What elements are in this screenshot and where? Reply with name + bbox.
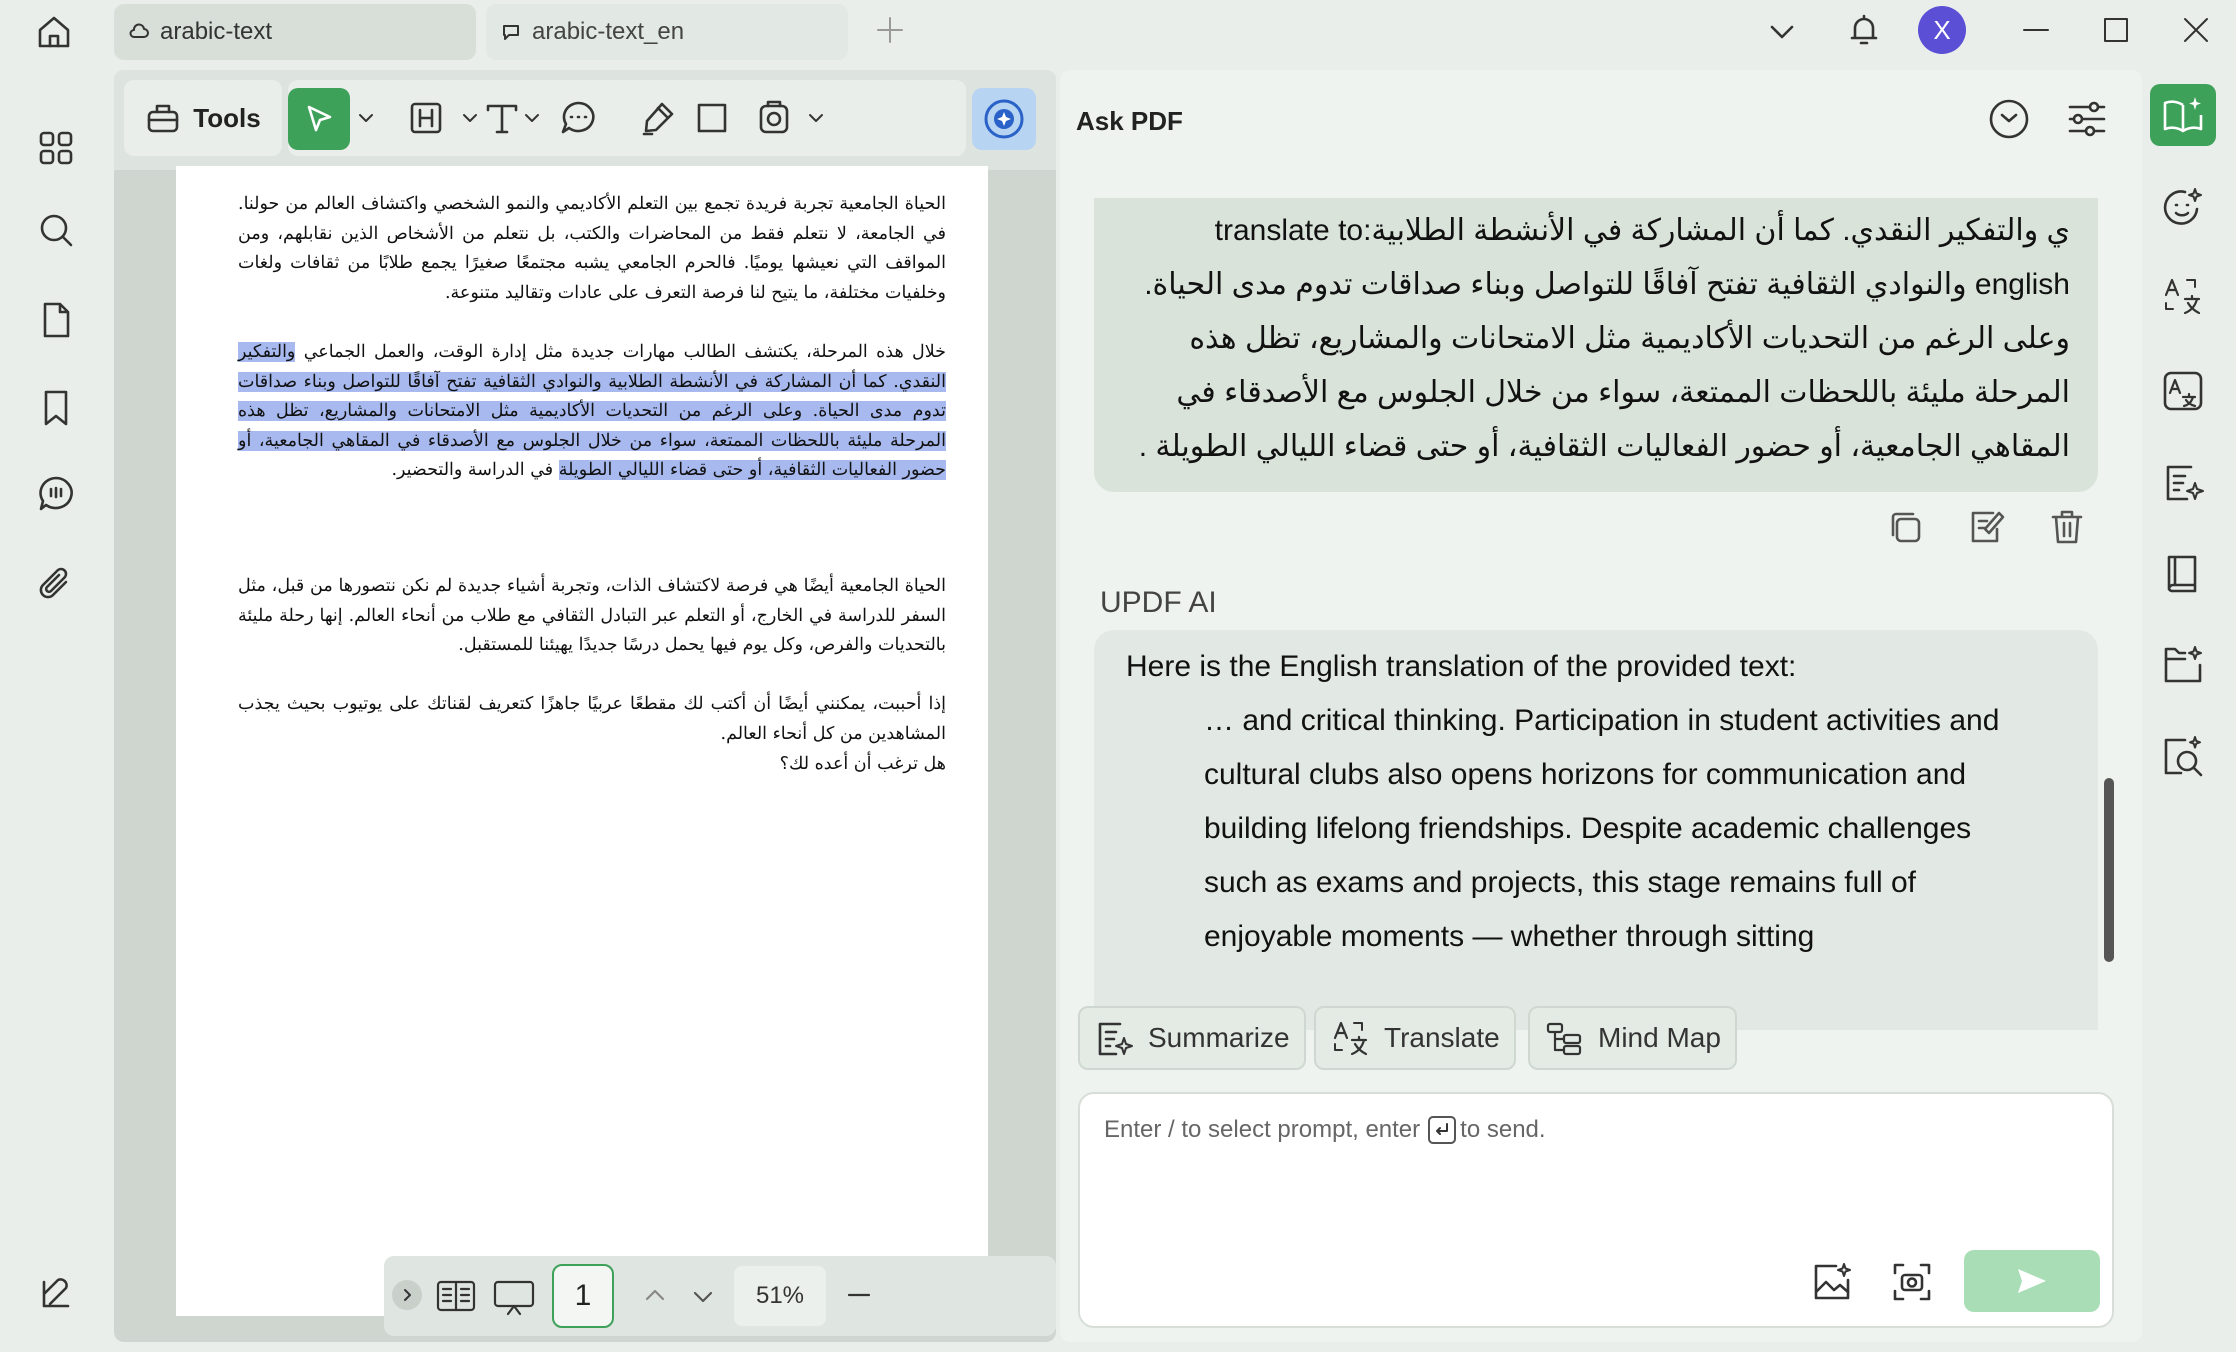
mind-map-button[interactable] <box>1528 1006 1737 1070</box>
send-icon <box>2014 1263 2050 1299</box>
ai-summary-icon[interactable] <box>2150 452 2216 514</box>
rectangle-tool-icon[interactable] <box>682 84 742 152</box>
comments-icon[interactable] <box>26 464 86 524</box>
chat-bubble-icon <box>500 21 522 43</box>
apps-grid-icon[interactable] <box>26 118 86 178</box>
tab-arabic-text[interactable] <box>114 4 476 60</box>
edit-toolbar <box>114 70 1056 170</box>
select-cursor-button[interactable] <box>288 88 350 150</box>
history-clock-icon[interactable] <box>1986 96 2032 142</box>
send-button[interactable] <box>1964 1250 2100 1312</box>
maximize-icon[interactable] <box>2098 12 2134 48</box>
page-number: 1 <box>574 1279 592 1312</box>
selected-text-highlight[interactable]: والتفكير النقدي. كما أن المشاركة في الأنشطة الطلابية والنوادي الثقافية تفتح آفاقًا للتواصل وبناء صداقات تدوم مدى الحياة. وعلى الرغم من التحديات الأكاديمية مثل الامتحانات والمشاريع، تظل هذه المرحلة مليئة باللحظات الممتعة، سواء من خلال الجلوس مع الأصدقاء في المقاهي الجامعية، أو حضور الفعاليات الثقافية، أو حتى قضاء الليالي الطويلة <box>238 342 946 480</box>
tab-label: arabic-text_en <box>532 18 685 45</box>
search-icon[interactable] <box>26 200 86 260</box>
ocr-text-icon[interactable] <box>2150 360 2216 422</box>
comment-tool-icon[interactable] <box>548 84 608 152</box>
chevron-down-icon[interactable] <box>806 108 826 128</box>
paragraph-2-lead: خلال هذه المرحلة، يكتشف الطالب مهارات جديدة مثل إدارة الوقت، والعمل الجماعي <box>303 342 946 362</box>
translate-button[interactable] <box>1314 1006 1516 1070</box>
paragraph-1: الحياة الجامعية تجربة فريدة تجمع بين التعلم الأكاديمي والنمو الشخصي واكتشاف العالم من حولنا. في الجامعة، لا نتعلم فقط من المحاضرات والكتب، بل نتعلم من الأشخاص الذين نقابلهم، ومن المواقف التي نعيشها يوميًا. فالحرم الجامعي يشبه مجتمعًا صغيرًا يجمع طلابًا من ثقافات ولغات وخلفيات مختلفة، ما يتيح لنا فرصة التعرف على عادات وتقاليد متنوعة. <box>238 194 946 303</box>
translate-label: Translate <box>1384 1022 1500 1053</box>
tools-button[interactable] <box>124 80 282 156</box>
ai-folder-icon[interactable] <box>2150 634 2216 696</box>
translate-icon[interactable] <box>2150 266 2216 328</box>
presentation-icon[interactable] <box>490 1272 538 1320</box>
tools-label: Tools <box>193 102 261 133</box>
user-message-bubble <box>1094 198 2098 492</box>
ai-assistant-icon <box>982 97 1026 141</box>
page-number-input[interactable] <box>552 1264 614 1328</box>
layers-icon[interactable] <box>26 1264 86 1324</box>
paragraph-2-tail: في الدراسة والتحضير. <box>391 460 554 480</box>
trash-icon[interactable] <box>2042 502 2092 552</box>
ask-pdf-tab[interactable] <box>2150 84 2216 146</box>
ai-sender-label: UPDF AI <box>1100 586 1217 619</box>
prompt-placeholder <box>1104 1116 1546 1144</box>
ai-response-bubble <box>1094 630 2098 1030</box>
book-icon[interactable] <box>2150 542 2216 604</box>
edit-note-icon[interactable] <box>1962 502 2012 552</box>
enter-key-icon <box>1428 1116 1456 1144</box>
paragraph-3: الحياة الجامعية أيضًا هي فرصة لاكتشاف الذات، وتجربة أشياء جديدة لم نكن نتصورها من قبل، مثل السفر للدراسة في الخارج، أو التعلم عبر التبادل الثقافي مع طلاب من أنحاء العالم. إنها رحلة مليئة بالتحديات والفرص، وكل يوم فيها يحمل درسًا جديدًا يهيئنا للمستقبل. <box>238 576 946 655</box>
chevron-right-icon[interactable] <box>392 1280 422 1310</box>
page-navigation-bar <box>384 1256 1056 1336</box>
tab-arabic-text-en[interactable] <box>486 4 848 60</box>
user-message-text: ي والتفكير النقدي. كما أن المشاركة في الأنشطة الطلابية:translate to english والنوادي الثقافية تفتح آفاقًا للتواصل وبناء صداقات تدوم مدى الحياة. وعلى الرغم من التحديات الأكاديمية مثل الامتحانات والمشاريع، تظل هذه المرحلة مليئة باللحظات الممتعة، سواء من خلال الجلوس مع الأصدقاء في المقاهي الجامعية، أو حضور الفعاليات الثقافية، أو حتى قضاء الليالي الطويلة . <box>1138 214 2070 463</box>
paperclip-icon[interactable] <box>26 554 86 614</box>
bell-icon[interactable] <box>1844 10 1884 50</box>
pen-tool-icon[interactable] <box>628 84 688 152</box>
annotation-tools-group <box>288 80 966 156</box>
title-bar <box>0 0 2236 62</box>
heading-tool-icon[interactable] <box>396 84 456 152</box>
zoom-level[interactable] <box>734 1266 826 1326</box>
cloud-icon <box>128 21 150 43</box>
prompt-input[interactable] <box>1078 1092 2114 1328</box>
image-upload-icon[interactable] <box>1810 1260 1854 1304</box>
close-icon[interactable] <box>2178 12 2214 48</box>
stamp-tool-icon[interactable] <box>744 84 804 152</box>
translate-icon <box>1330 1018 1370 1058</box>
chevron-down-icon[interactable] <box>522 108 542 128</box>
zoom-out-icon[interactable] <box>844 1280 874 1310</box>
placeholder-text-start: Enter / to select prompt, enter <box>1104 1116 1421 1143</box>
mind-map-icon <box>1544 1018 1584 1058</box>
avatar-letter: X <box>1933 14 1951 45</box>
avatar[interactable] <box>1918 6 1966 54</box>
summarize-button[interactable] <box>1078 1006 1306 1070</box>
settings-sliders-icon[interactable] <box>2064 96 2110 142</box>
zoom-value: 51% <box>755 1282 805 1309</box>
chevron-down-icon[interactable] <box>688 1282 718 1312</box>
paragraph-4: إذا أحببت، يمكنني أيضًا أن أكتب لك مقطعًا عربيًا جاهزًا كتعريف لقناتك على يوتيوب بحيث يجذب المشاهدين من كل أنحاء العالم. <box>238 694 946 744</box>
tab-label: arabic-text <box>160 18 273 45</box>
screenshot-icon[interactable] <box>1890 1260 1934 1304</box>
panel-title: Ask PDF <box>1076 106 1183 136</box>
bookmark-icon[interactable] <box>26 378 86 438</box>
question-line: هل ترغب أن أعده لك؟ <box>779 754 946 774</box>
chevron-down-icon[interactable] <box>1764 14 1800 50</box>
two-page-view-icon[interactable] <box>434 1274 478 1318</box>
new-tab-icon[interactable] <box>872 12 908 48</box>
ask-pdf-panel <box>1060 70 2142 1342</box>
summarize-label: Summarize <box>1148 1022 1290 1053</box>
placeholder-text-end: to send. <box>1460 1116 1546 1143</box>
book-sparkle-icon <box>2161 93 2205 137</box>
toolbox-icon <box>145 100 181 136</box>
ai-response-intro: Here is the English translation of the provided text: <box>1126 650 1797 683</box>
chevron-up-icon[interactable] <box>640 1280 670 1310</box>
pdf-page[interactable] <box>176 166 988 1316</box>
page-icon[interactable] <box>26 290 86 350</box>
chat-scrollbar[interactable] <box>2104 778 2114 962</box>
document-panel <box>114 70 1056 1342</box>
summarize-icon <box>1094 1018 1134 1058</box>
copy-icon[interactable] <box>1880 502 1930 552</box>
right-sidebar <box>2142 70 2236 1342</box>
ai-assistant-button[interactable] <box>972 88 1036 150</box>
cursor-icon <box>302 102 336 136</box>
minimize-icon[interactable] <box>2018 12 2054 48</box>
ai-chat-icon[interactable] <box>2150 176 2216 238</box>
mind-map-label: Mind Map <box>1598 1022 1721 1053</box>
chevron-down-icon[interactable] <box>356 108 376 128</box>
ai-response-body: … and critical thinking. Participation in student activities and cultural clubs also opens horizons for communication and building lifelong friendships. Despite academic challenges such as exams and projects, this stage remains full of enjoyable moments — whether through sitting <box>1204 704 2000 953</box>
home-icon[interactable] <box>24 10 84 54</box>
ai-search-icon[interactable] <box>2150 726 2216 788</box>
left-sidebar <box>0 62 112 1352</box>
paragraph-2 <box>238 338 946 486</box>
